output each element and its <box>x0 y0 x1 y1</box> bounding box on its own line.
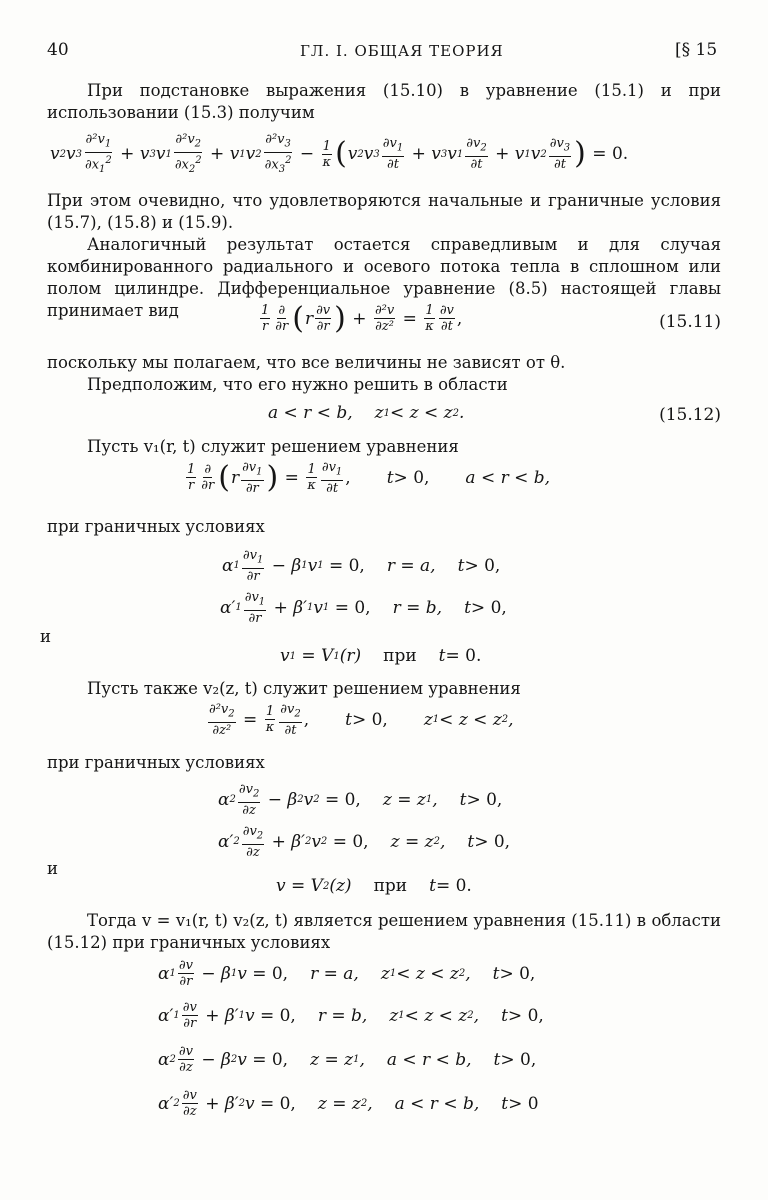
initial-radial: v 1 = V 1 (r) при t = 0. <box>280 646 482 666</box>
paragraph-5: Предположим, что его нужно решить в области <box>87 375 508 394</box>
paragraph-3: Аналогичный результат остается справедливым и для случая комбинированного радиального и осевого потока тепла в сплошном или полом цилиндре. Дифференциальное уравнение (8.5) настоящей главы принимает вид <box>47 235 721 320</box>
paragraph-2: При этом очевидно, что удовлетворяются начальные и граничные условия (15.7), (15.8) и (15.9). <box>47 191 721 232</box>
equation-radial: 1 r ∂ ∂r ( r $\partial v_1$ ∂r ) = $\frac{1}{\kappa}$ $\partial v_1$ ∂t , t > 0, a < r < b, <box>187 459 551 496</box>
final-boundary-3: α 2 ∂v ∂z − β 2 v = 0, z = z 1 , a < r < b, t > 0, <box>158 1044 537 1075</box>
paragraph-9: при граничных условиях <box>47 753 265 772</box>
initial-axial: v = V 2 (z) при t = 0. <box>276 876 472 896</box>
final-boundary-2: α′ 1 ∂v ∂r + β′ 1 v = 0, r = b, z 1 < z < z 2 , t > 0, <box>158 1000 544 1031</box>
equation-15-11: 1 r ∂ ∂r ( r ∂v ∂r ) + $\frac{\text{∂²v}}{\text{∂z²}}$ = $\frac{1}{\kappa}$ ∂v ∂t , <box>261 300 463 336</box>
paragraph-4: поскольку мы полагаем, что все величины не зависят от θ. <box>47 353 566 372</box>
equation-15-12: a < r < b, z 1 < z < z 2 . <box>268 403 465 423</box>
boundary-radial-2: α′ 1 $\partial v_1$ ∂r + β′ 1 v 1 = 0, r = b, t > 0, <box>220 590 507 626</box>
paragraph-8: Пусть также v₂(z, t) служит решением уравнения <box>87 679 521 698</box>
boundary-radial-1: α 1 $\partial v_1$ ∂r − β 1 v 1 = 0, r = a, t > 0, <box>222 548 501 584</box>
final-boundary-1: α 1 ∂v ∂r − β 1 v = 0, r = a, z 1 < z < z 2 , t > 0, <box>158 958 536 989</box>
running-title: ГЛ. I. ОБЩАЯ ТЕОРИЯ <box>300 42 504 60</box>
conjunction-2: и <box>47 859 58 878</box>
equation-number-15-12: (15.12) <box>659 405 721 425</box>
final-boundary-4: α′ 2 ∂v ∂z + β′ 2 v = 0, z = z 2 , a < r < b, t > 0 <box>158 1088 539 1119</box>
section-marker: [§ 15 <box>675 40 718 60</box>
equation-axial: $\frac{\partial^2v_2}{\text{∂z²}}$ = $\frac{1}{\kappa}$ $\partial v_2$ ∂t , t > 0, z 1 < z < z 2 , <box>209 702 514 738</box>
paragraph-1: При подстановке выражения (15.10) в уравнение (15.1) и при использовании (15.3) получим <box>47 81 721 122</box>
paragraph-6: Пусть v₁(r, t) служит решением уравнения <box>87 437 459 456</box>
equation-number-15-11: (15.11) <box>659 312 721 332</box>
word-pri-1: при <box>383 646 417 666</box>
page-number: 40 <box>47 40 69 60</box>
conjunction-1: и <box>40 627 51 646</box>
word-pri-2: при <box>373 876 408 896</box>
boundary-axial-1: α 2 $\partial v_2$ ∂z − β 2 v 2 = 0, z = z 1 , t > 0, <box>218 782 503 818</box>
boundary-axial-2: α′ 2 $\partial v_2$ ∂z + β′ 2 v 2 = 0, z = z 2 , t > 0, <box>218 824 511 860</box>
paragraph-7: при граничных условиях <box>47 517 265 536</box>
equation-main: v 2 v 3 $\partial^2v_1$ $\partial x_1^2$ + v 3 v 1 $\partial^2v_2$ $\partial x_2^2$ + v 1 v 2 $\partial^2v_3$ $\partial x_3^2$ − $\frac{1}{\kappa}$ ( v 2 v 3 $\partial v_1$ ∂t + v 3 v 1 $\partial v_2$ ∂t + v 1 v 2 $\partial v_3$ ∂t ) = 0. <box>50 132 629 175</box>
paragraph-10: Тогда v = v₁(r, t) v₂(z, t) является решением уравнения (15.11) в области (15.12) при граничных условиях <box>47 911 721 952</box>
